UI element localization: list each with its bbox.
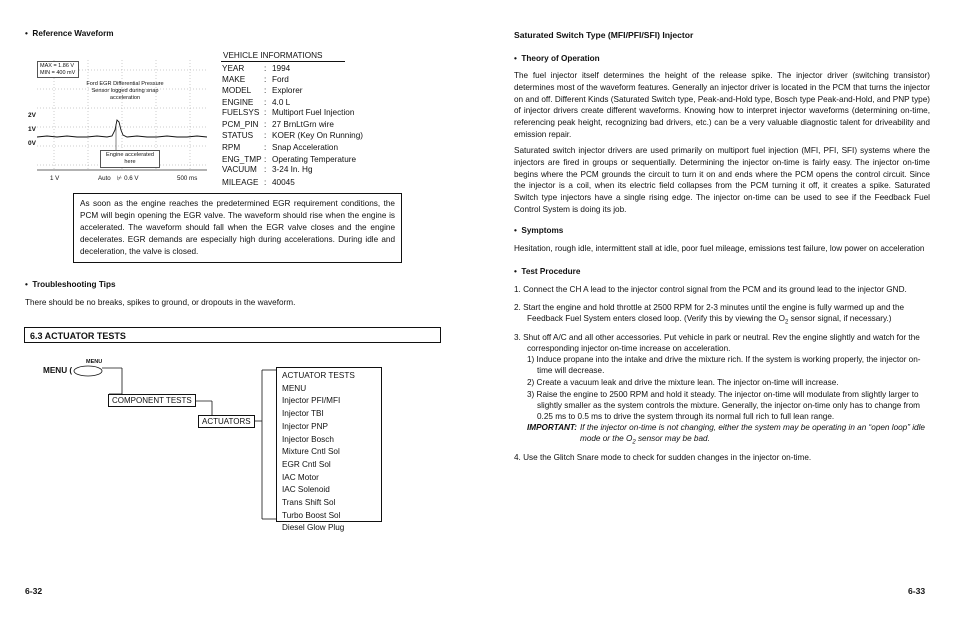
y-label-1v: 1V bbox=[28, 126, 36, 133]
vehicle-row: ENGINE : 4.0 L bbox=[222, 98, 291, 107]
step-2-line-1: 2. Start the engine and hold throttle at 2500 RPM for 2-3 minutes until the engine is fully warmed up and the bbox=[514, 303, 905, 312]
menu-item[interactable]: Mixture Cntl Sol bbox=[282, 447, 340, 457]
engine-accelerated-note: Engine accelerated here bbox=[100, 150, 160, 168]
vehicle-row: ENG_TMP : Operating Temperature bbox=[222, 155, 357, 164]
menu-item[interactable]: Turbo Boost Sol bbox=[282, 510, 341, 520]
scope-caption: Ford EGR Differential Pressure Sensor logged during snap acceleration bbox=[86, 81, 164, 101]
troubleshooting-heading: • Troubleshooting Tips bbox=[25, 280, 116, 289]
menu-item[interactable]: Trans Shift Sol bbox=[282, 498, 336, 508]
step-4: 4. Use the Glitch Snare mode to check for sudden changes in the injector on-time. bbox=[514, 453, 812, 462]
vehicle-row: PCM_PIN : 27 BrnLtGrn wire bbox=[222, 120, 334, 129]
troubleshooting-text: There should be no breaks, spikes to ground, or dropouts in the waveform. bbox=[25, 298, 296, 307]
waveform-note-box: As soon as the engine reaches the predetermined EGR requirement conditions, the PCM will begin opening the EGR valve. The waveform should rise when the engine is accelerated. The waveform should fall when the EGR valve closes and the engine decelerates. EGR demands are especially high during accelerations. During idle and deceleration, the valve is closed. bbox=[73, 193, 402, 263]
step-3-line-1: 3. Shut off A/C and all other accessories. Put vehicle in park or neutral. Rev the engine slightly and watch for the bbox=[514, 333, 920, 342]
theory-paragraph-2: Saturated switch injector drivers are used primarily on multiport fuel injection (MFI, PFI, SFI) systems where the injectors are fired in groups or sequentially. Determining the injector on-time is fairly easy. The injector on-time begins where the PCM grounds the circuit to turn it on and ends where the PCM opens the control circuit. Since the injector is a coil, when its electric field collapses from the PCM turning it off, it creates a spike. Saturated Switch type injectors have a single rising edge. The injector on-time can be used to see if the Feedback Fuel Control System is doing its job. bbox=[514, 146, 930, 214]
sub-step-1-line-2: time will decrease. bbox=[537, 366, 605, 375]
vehicle-row: FUELSYS : Multiport Fuel Injection bbox=[222, 108, 355, 117]
y-label-2v: 2V bbox=[28, 112, 36, 119]
scope-bottom-trigger: ⊬ 0.6 V bbox=[117, 175, 139, 182]
menu-item[interactable]: EGR Cntl Sol bbox=[282, 459, 331, 469]
important-label: IMPORTANT: bbox=[527, 423, 578, 432]
scope-bottom-left: 1 V bbox=[50, 175, 60, 182]
vehicle-row: MODEL : Explorer bbox=[222, 86, 303, 95]
trigger-icon: ⊬ bbox=[117, 175, 125, 182]
symptoms-text: Hesitation, rough idle, intermittent stall at idle, poor fuel mileage, emissions test failure, low power on acceleration bbox=[514, 244, 925, 253]
symptoms-heading: • Symptoms bbox=[514, 226, 564, 235]
menu-item[interactable]: Diesel Glow Plug bbox=[282, 523, 345, 533]
theory-paragraph-1: The fuel injector itself determines the height of the release spike. The injector driver (switching transistor) determines most of the waveform features. Generally an injector driver is located in the PCM that turns the injector on and off. Different Kinds (Saturated Switch type, Peak-and-Hold type, Bosch type Peak-and-Hold, and PNP type) of injector drivers create different waveforms. Knowing how to interpret injector waveforms (determining on-time, referencing peak height, recognizing bad drivers, etc.) can be a very valuable diagnostic talent for driveability and emission repair. bbox=[514, 71, 930, 139]
important-line-1: If the injector on-time is not changing, either the system may be operating in an “open loop” idle bbox=[580, 423, 925, 432]
step-3-line-2: corresponding injector on-time increase on acceleration. bbox=[527, 344, 731, 353]
ref-waveform-heading: • Reference Waveform bbox=[25, 29, 114, 38]
step-2-line-2: Feedback Fuel System enters closed loop. (Verify this by viewing the $O_2$ sensor signal, if necessary.) bbox=[527, 314, 892, 326]
step-1: 1. Connect the CH A lead to the injector control signal from the PCM and its ground lead to the injector GND. bbox=[514, 285, 907, 294]
vehicle-row: STATUS : KOER (Key On Running) bbox=[222, 131, 364, 140]
scope-bottom-mode: Auto bbox=[98, 175, 111, 182]
page-number-left: 6-32 bbox=[25, 586, 43, 596]
menu-label: MENU ( bbox=[43, 366, 73, 375]
sub-step-3-line-3: 0.25 ms to 0.5 ms to drive the system through its normal full rich to full lean range. bbox=[537, 412, 835, 421]
menu-title: ACTUATOR TESTS MENU bbox=[282, 371, 355, 393]
vehicle-row: MILEAGE : 40045 bbox=[222, 178, 295, 187]
max-min-label: MAX = 1.86 V MIN = 400 mV bbox=[37, 61, 79, 78]
menu-item[interactable]: Injector PNP bbox=[282, 421, 328, 431]
theory-heading: • Theory of Operation bbox=[514, 54, 600, 63]
vehicle-row: MAKE : Ford bbox=[222, 75, 289, 84]
sub-step-2: 2) Create a vacuum leak and drive the mixture lean. The injector on-time will increase. bbox=[527, 378, 839, 387]
right-title: Saturated Switch Type (MFI/PFI/SFI) Injector bbox=[514, 30, 694, 40]
test-procedure-heading: • Test Procedure bbox=[514, 267, 581, 276]
sub-step-3-line-2: slightly smaller as the system controls the mixture. Generally, the injector on-time only has to change from bbox=[537, 401, 921, 410]
menu-item[interactable]: Injector TBI bbox=[282, 409, 324, 419]
menu-item[interactable]: Injector PFI/MFI bbox=[282, 396, 341, 406]
vehicle-row: VACUUM : 3-24 In. Hg bbox=[222, 165, 313, 174]
y-label-0v: 0V bbox=[28, 140, 36, 147]
important-line-2: mode or the $O_2$ sensor may be bad. bbox=[580, 434, 710, 446]
vehicle-row: RPM : Snap Acceleration bbox=[222, 143, 338, 152]
actuators-button[interactable]: ACTUATORS bbox=[198, 415, 255, 428]
sub-step-1-line-1: 1) Induce propane into the intake and drive the mixture rich. If the system is working properly, the injector on- bbox=[527, 355, 921, 364]
actuator-tests-menu bbox=[276, 367, 382, 533]
menu-key-label: MENU bbox=[86, 359, 103, 365]
scope-bottom-timebase: 500 ms bbox=[177, 175, 198, 182]
menu-item[interactable]: IAC Solenoid bbox=[282, 485, 330, 495]
component-tests-button[interactable]: COMPONENT TESTS bbox=[108, 394, 196, 407]
menu-item[interactable]: Injector Bosch bbox=[282, 434, 334, 444]
menu-item[interactable]: IAC Motor bbox=[282, 472, 319, 482]
vehicle-info-title: VEHICLE INFORMATIONS bbox=[221, 51, 345, 62]
page-number-right: 6-33 bbox=[908, 586, 926, 596]
sub-step-3-line-1: 3) Raise the engine to 2500 RPM and hold it steady. The injector on-time will modulate from slightly larger to bbox=[527, 390, 919, 399]
section-title: 6.3 ACTUATOR TESTS bbox=[24, 327, 441, 343]
vehicle-row: YEAR : 1994 bbox=[222, 64, 291, 73]
